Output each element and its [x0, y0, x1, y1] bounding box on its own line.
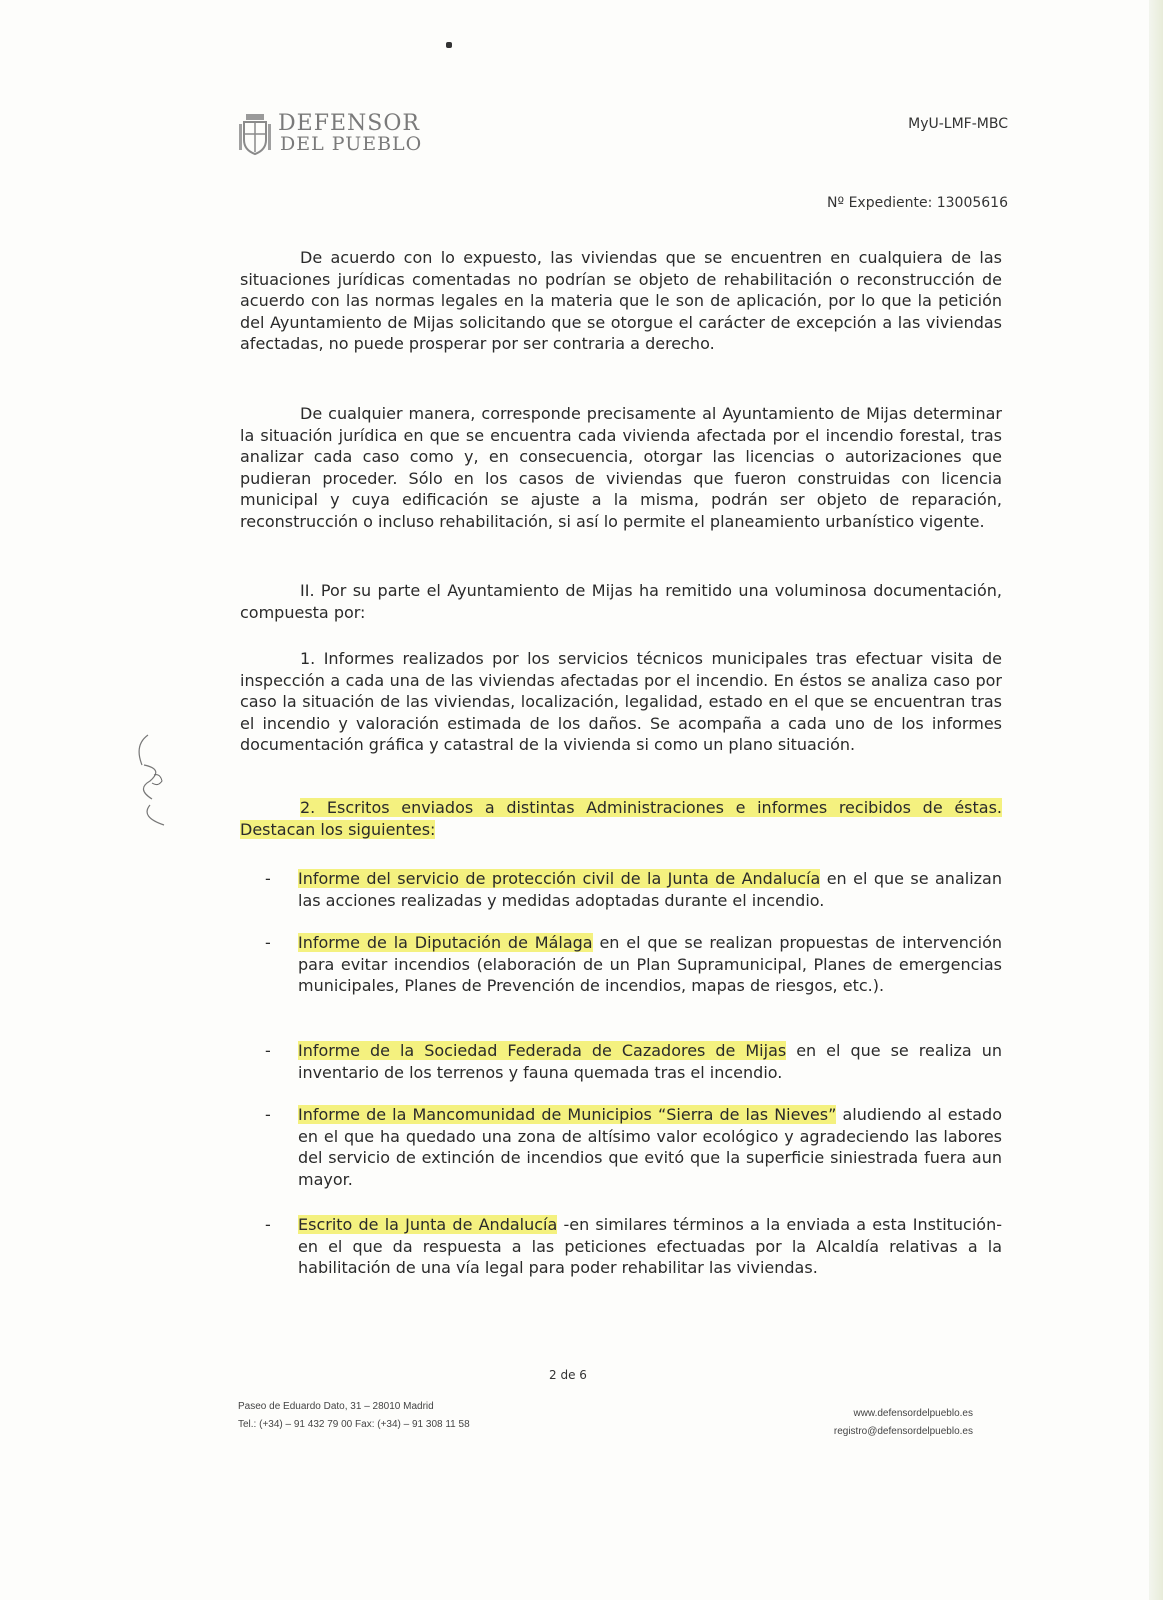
scan-speck	[446, 42, 452, 48]
page-number: 2 de 6	[549, 1368, 587, 1382]
bullet-dash: -	[265, 1215, 271, 1234]
bullet-text: aludiendo al estado en el que ha quedado una zona de altísimo valor ecológico y agradeciendo las labores del servicio de extinción de incendios que evitó que la superficie siniestrada fuera aun mayor.	[298, 1105, 1002, 1189]
highlight-text: Informe del servicio de protección civil de la Junta de Andalucía	[298, 869, 821, 888]
highlight-paragraph-5: 2. Escritos enviados a distintas Administraciones e informes recibidos de éstas. Destacan los siguientes:	[240, 798, 1002, 839]
coat-of-arms-icon	[238, 110, 272, 158]
paragraph-5	[240, 797, 1002, 840]
list-item	[240, 1104, 1002, 1190]
bullet-dash: -	[265, 1041, 271, 1060]
paragraph-3: II. Por su parte el Ayuntamiento de Mijas ha remitido una voluminosa documentación, compuesta por:	[240, 581, 1002, 622]
defensor-logo	[238, 110, 422, 158]
scan-edge	[1149, 0, 1163, 1600]
footer-email: registro@defensordelpueblo.es	[833, 1426, 973, 1437]
highlight-text: Informe de la Diputación de Málaga	[298, 933, 593, 952]
footer-address: Paseo de Eduardo Dato, 31 – 28010 Madrid	[238, 1401, 434, 1412]
logo-subtitle: DEL PUEBLO	[280, 133, 423, 155]
list-item	[240, 1214, 1002, 1279]
list-item	[240, 1040, 1002, 1083]
reference-code: MyU-LMF-MBC	[908, 116, 1008, 132]
bullet-text: en el que se realiza un inventario de los terrenos y fauna quemada tras el incendio.	[298, 1041, 1003, 1082]
expediente-number: Nº Expediente: 13005616	[827, 195, 1008, 211]
footer-phone: Tel.: (+34) – 91 432 79 00 Fax: (+34) – 91 308 11 58	[238, 1419, 470, 1430]
highlight-text: Informe de la Sociedad Federada de Cazadores de Mijas	[298, 1041, 787, 1060]
footer-website: www.defensordelpueblo.es	[853, 1408, 973, 1419]
footer-contact-block	[834, 1405, 973, 1441]
footer-address-block	[238, 1398, 470, 1434]
list-item	[240, 868, 1002, 911]
highlight-text: Informe de la Mancomunidad de Municipios “Sierra de las Nieves”	[298, 1105, 837, 1124]
bullet-text: en el que se analizan las acciones realizadas y medidas adoptadas durante el incendio.	[298, 869, 1002, 910]
bullet-dash: -	[265, 1105, 271, 1124]
list-item	[240, 932, 1002, 997]
bullet-text: en el que se realizan propuestas de intervención para evitar incendios (elaboración de un Plan Supramunicipal, Planes de emergencias municipales, Planes de Prevención de incendios, mapas de riesgos, etc.).	[298, 933, 1003, 995]
paragraph-1: De acuerdo con lo expuesto, las viviendas que se encuentren en cualquiera de las situaciones jurídicas comentadas no podrían se objeto de rehabilitación o reconstrucción de acuerdo con las normas legales en la materia que le son de aplicación, por lo que la petición del Ayuntamiento de Mijas solicitando que se otorgue el carácter de excepción a las viviendas afectadas, no puede prosperar por ser contraria a derecho.	[240, 248, 1002, 353]
bullet-dash: -	[265, 869, 271, 888]
bullet-dash: -	[265, 933, 271, 952]
highlight-text: Escrito de la Junta de Andalucía	[298, 1215, 558, 1234]
logo-title: DEFENSOR	[278, 111, 420, 136]
paragraph-2: De cualquier manera, corresponde precisamente al Ayuntamiento de Mijas determinar la situación jurídica en que se encuentra cada vivienda afectada por el incendio forestal, tras analizar cada caso como y, en consecuencia, otorgar las licencias o autorizaciones que pudieran proceder. Sólo en los casos de viviendas que fueron construidas con licencia municipal y cuya edificación se ajuste a la misma, podrán ser objeto de reparación, reconstrucción o incluso rehabilitación, si así lo permite el planeamiento urbanístico vigente.	[240, 404, 1002, 531]
bullet-text: -en similares términos a la enviada a esta Institución- en el que da respuesta a las peticiones efectuadas por la Alcaldía relativas a la habilitación de una vía legal para poder rehabilitar las viviendas.	[298, 1215, 1003, 1277]
handwritten-mark	[130, 725, 180, 835]
paragraph-4: 1. Informes realizados por los servicios técnicos municipales tras efectuar visita de inspección a cada una de las viviendas afectadas por el incendio. En éstos se analiza caso por caso la situación de las viviendas, localización, legalidad, estado en el que se encuentran tras el incendio y valoración estimada de los daños. Se acompaña a cada uno de los informes documentación gráfica y catastral de la vivienda si como un plano situación.	[240, 649, 1002, 754]
